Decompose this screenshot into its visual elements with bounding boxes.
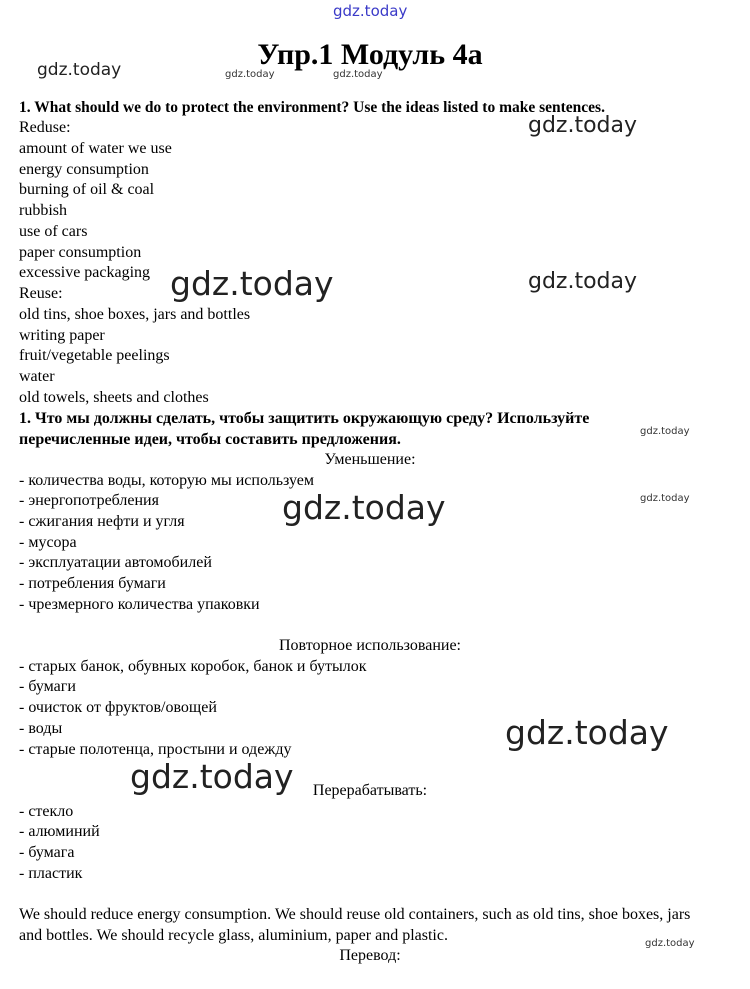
list-item: old tins, shoe boxes, jars and bottles	[19, 306, 251, 323]
list-item: - бумаги	[19, 678, 76, 695]
watermark: gdz.today	[225, 69, 275, 80]
list-item: - пластик	[19, 865, 83, 882]
list-item: burning of oil & coal	[19, 181, 155, 198]
russian-recycle-heading: Перерабатывать:	[312, 782, 428, 799]
russian-question-line2: перечисленные идеи, чтобы составить предложения.	[19, 431, 401, 448]
list-item: - эксплуатации автомобилей	[19, 554, 212, 571]
list-item: - воды	[19, 720, 63, 737]
watermark: gdz.today	[37, 60, 122, 80]
list-item: amount of water we use	[19, 140, 172, 157]
watermark: gdz.today	[528, 113, 638, 138]
list-item: - очисток от фруктов/овощей	[19, 699, 217, 716]
list-item: fruit/vegetable peelings	[19, 347, 170, 364]
watermark: gdz.today	[130, 757, 294, 796]
list-item: - алюминий	[19, 823, 100, 840]
watermark: gdz.today	[282, 488, 446, 527]
english-question: 1. What should we do to protect the environment? Use the ideas listed to make sentences.	[19, 99, 605, 116]
list-item: - энергопотребления	[19, 492, 159, 509]
list-item: - потребления бумаги	[19, 575, 166, 592]
list-item: - старые полотенца, простыни и одежду	[19, 741, 292, 758]
watermark: gdz.today	[640, 426, 690, 437]
list-item: - сжигания нефти и угля	[19, 513, 185, 530]
list-item: rubbish	[19, 202, 67, 219]
list-item: old towels, sheets and clothes	[19, 389, 209, 406]
watermark: gdz.today	[640, 493, 690, 504]
watermark-top: gdz.today	[333, 2, 408, 20]
russian-reduce-heading: Уменьшение:	[324, 451, 416, 468]
list-item: - количества воды, которую мы используем	[19, 472, 315, 489]
list-item: water	[19, 368, 55, 385]
list-item: paper consumption	[19, 244, 142, 261]
reduce-heading: Reduse:	[19, 119, 71, 136]
list-item: - старых банок, обувных коробок, банок и бутылок	[19, 658, 367, 675]
list-item: energy consumption	[19, 161, 149, 178]
russian-question-line1: 1. Что мы должны сделать, чтобы защитить окружающую среду? Используйте	[19, 410, 590, 427]
list-item: - чрезмерного количества упаковки	[19, 596, 260, 613]
watermark: gdz.today	[333, 69, 383, 80]
watermark: gdz.today	[528, 269, 638, 294]
list-item: - стекло	[19, 803, 74, 820]
translation-label: Перевод:	[339, 947, 401, 964]
watermark: gdz.today	[505, 713, 669, 752]
watermark: gdz.today	[645, 938, 695, 949]
list-item: - мусора	[19, 534, 77, 551]
list-item: use of cars	[19, 223, 88, 240]
reuse-heading: Reuse:	[19, 285, 63, 302]
russian-reuse-heading: Повторное использование:	[279, 637, 461, 654]
list-item: excessive packaging	[19, 264, 151, 281]
watermark: gdz.today	[170, 264, 334, 303]
answer-paragraph: We should reduce energy consumption. We should reuse old containers, such as old tins, shoe boxes, jars and bottles. We should recycle glass, aluminium, paper and plastic.	[19, 906, 691, 944]
page-title: Упр.1 Модуль 4a	[257, 38, 483, 71]
list-item: - бумага	[19, 844, 75, 861]
list-item: writing paper	[19, 327, 105, 344]
